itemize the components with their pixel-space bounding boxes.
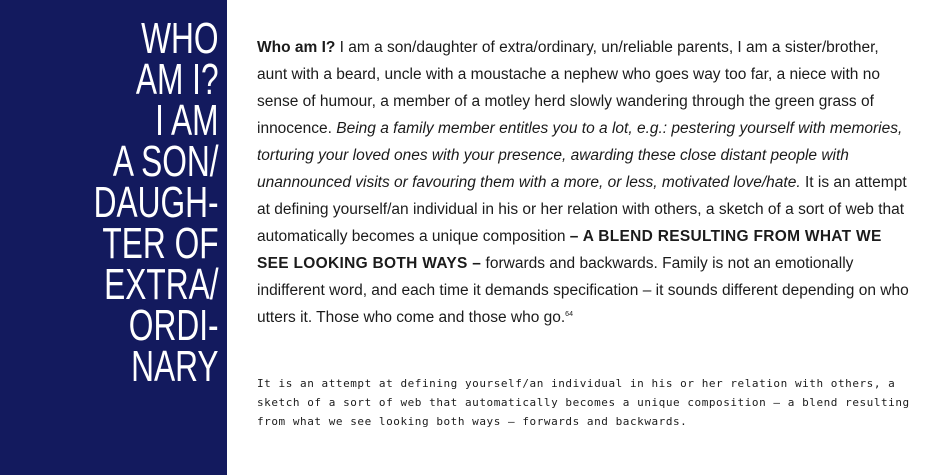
headline-line: AM I?	[136, 55, 219, 104]
headline-panel	[0, 0, 227, 475]
headline-line: NARY	[131, 342, 219, 391]
headline-line: A SON/	[113, 137, 219, 186]
superscript-number: 64	[565, 310, 573, 318]
headline-line: TER OF	[102, 219, 219, 268]
caps-text: – A BLEND RESULTING FROM WHAT WE SEE LOOKING BOTH WAYS –	[257, 228, 882, 272]
headline-line: I AM	[155, 96, 219, 145]
italic-text: Being a family member entitles you to a lot, e.g.: pestering yourself with memories, torturing your loved ones with your presence, awarding these close distant people with unannounced visits or favouring them with a more, or less, motivated love/hate.	[257, 120, 903, 191]
headline-line: ORDI-	[129, 301, 219, 350]
headline-line: WHO	[141, 14, 219, 63]
headline-line: EXTRA/	[104, 260, 219, 309]
small-paragraph: It is an attempt at defining yourself/an individual in his or her relation with others, a sketch of a sort of web that automatically becomes a unique composition – a blend resulting from what we see looking both ways – forwards and backwards.	[257, 377, 910, 428]
intro-text: I am a son/daughter of extra/ordinary, un/reliable parents, I am a sister/brother, aunt with a beard, uncle with a moustache a nephew who goes way too far, a niece with no sense of humour, a member of a motley herd slowly wandering through the green grass of innocence.	[257, 39, 880, 137]
ending-text: forwards and backwards. Family is not an emotionally indifferent word, and each time it demands specification – it sounds different depending on who utters it. Those who come and those who go.	[257, 255, 909, 326]
lead-question: Who am I?	[257, 39, 336, 56]
headline	[94, 14, 219, 391]
headline-line: DAUGH-	[94, 178, 219, 227]
middle-text: It is an attempt at defining yourself/an individual in his or her relation with others, a sketch of a sort of web that automatically becomes a unique composition	[257, 174, 907, 245]
main-paragraph	[257, 34, 913, 331]
